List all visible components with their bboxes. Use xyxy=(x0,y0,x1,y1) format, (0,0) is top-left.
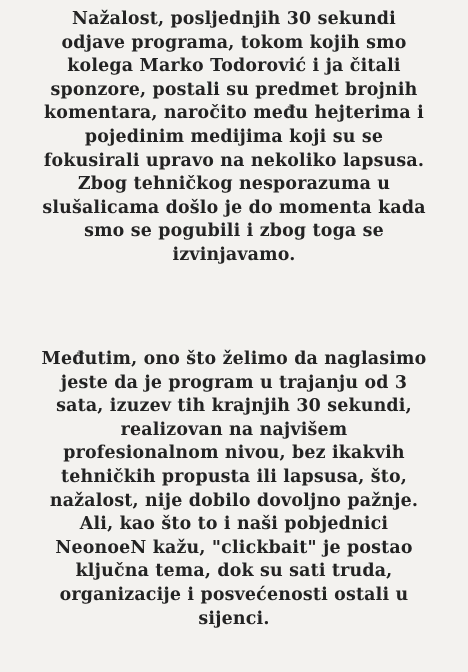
text-line: kolega Marko Todorović i ja čitali xyxy=(67,56,401,77)
text-line: Ali, kao što to i naši pobjednici xyxy=(79,514,389,535)
text-line: odjave programa, tokom kojih smo xyxy=(61,32,407,53)
text-line: jeste da je program u trajanju od 3 xyxy=(60,372,408,393)
text-line: sata, izuzev tih krajnjih 30 sekundi, xyxy=(56,396,412,417)
text-line: tehničkih propusta ili lapsusa, što, xyxy=(61,466,407,487)
text-line: ključna tema, dok su sati truda, xyxy=(75,561,393,582)
text-line: Međutim, ono što želimo da naglasimo xyxy=(41,349,427,369)
text-line: pojedinim medijima koji su se xyxy=(84,126,384,147)
text-line: smo se pogubili i zbog toga se xyxy=(84,221,384,242)
statement-paragraph-1 xyxy=(0,8,468,268)
text-line: nažalost, nije dobilo dovoljno pažnje. xyxy=(49,490,419,511)
text-line: sponzore, postali su predmet brojnih xyxy=(50,79,418,100)
text-line: profesionalnom nivou, bez ikakvih xyxy=(63,443,405,464)
text-line: slušalicama došlo je do momenta kada xyxy=(42,197,426,218)
text-line: izvinjavamo. xyxy=(172,244,296,265)
statement-paragraph-2 xyxy=(0,348,468,631)
text-line: Nažalost, posljednjih 30 sekundi xyxy=(72,9,396,29)
text-line: sijenci. xyxy=(198,608,270,629)
text-line: fokusirali upravo na nekoliko lapsusa. xyxy=(43,150,425,171)
text-line: organizacije i posvećenosti ostali u xyxy=(59,584,409,605)
text-line: Zbog tehničkog nesporazuma u xyxy=(77,174,391,195)
text-line: realizovan na najvišem xyxy=(120,419,348,440)
text-line: NeonoeN kažu, "clickbait" je postao xyxy=(55,537,413,558)
text-line: komentara, naročito među hejterima i xyxy=(44,103,424,124)
